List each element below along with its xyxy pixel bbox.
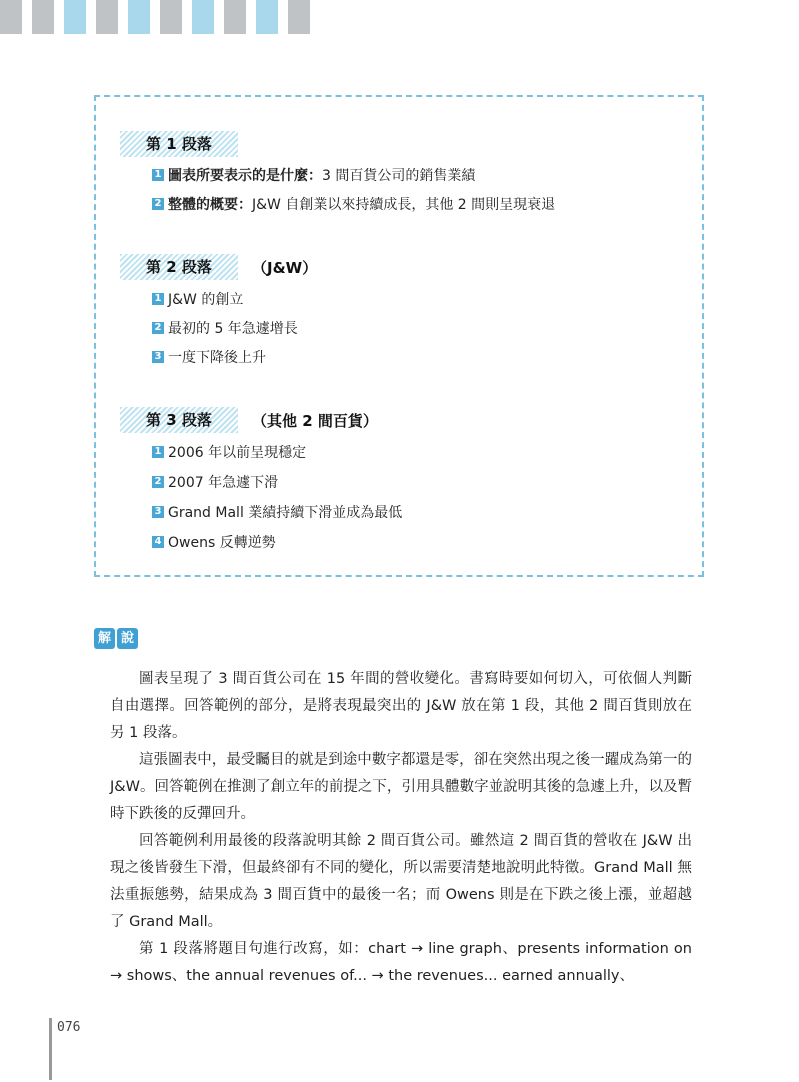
number-badge: 2: [152, 322, 164, 334]
item-text: 3 間百貨公司的銷售業績: [322, 168, 476, 184]
decor-block: [32, 0, 54, 34]
item-text: Grand Mall 業績持續下滑並成為最低: [168, 505, 403, 521]
paragraph-3-outline: [120, 407, 378, 433]
number-badge: 1: [152, 446, 164, 458]
number-badge: 3: [152, 351, 164, 363]
item-text: Owens 反轉逆勢: [168, 535, 276, 551]
decor-block: [224, 0, 246, 34]
explanation-paragraph: 這張圖表中，最受矚目的就是到途中數字都還是零，卻在突然出現之後一躍成為第一的 J&W。回答範例在推測了創立年的前提之下，引用具體數字並說明其後的急遽上升，以及暫時下跌後的反彈回升。: [110, 752, 692, 822]
explanation-badge: 說: [117, 628, 138, 649]
list-item: [152, 472, 278, 492]
explanation-paragraph: 圖表呈現了 3 間百貨公司在 15 年間的營收變化。書寫時要如何切入，可依個人判斷自由選擇。回答範例的部分，是將表現最突出的 J&W 放在第 1 段，其他 2 間百貨則放在另 1 段落。: [110, 671, 692, 741]
decor-block: [256, 0, 278, 34]
paragraph-label: 第 2 段落: [120, 254, 238, 280]
decor-block: [288, 0, 310, 34]
item-head: 圖表所要表示的是什麼：: [168, 168, 322, 184]
paragraph-label: 第 1 段落: [120, 131, 238, 157]
item-head: 整體的概要：: [168, 197, 252, 213]
list-item: [152, 532, 276, 552]
list-item: [152, 442, 306, 462]
number-badge: 3: [152, 506, 164, 518]
explanation-heading: [94, 628, 140, 649]
item-text: 2007 年急遽下滑: [168, 475, 279, 491]
number-badge: 2: [152, 198, 164, 210]
number-badge: 2: [152, 476, 164, 488]
list-item: [152, 194, 555, 214]
number-badge: 4: [152, 536, 164, 548]
page-number: 076: [57, 1020, 81, 1035]
explanation-paragraph: 回答範例利用最後的段落說明其餘 2 間百貨公司。雖然這 2 間百貨的營收在 J&W 出現之後皆發生下滑，但最終卻有不同的變化，所以需要清楚地說明此特徵。Grand Mall 無法重振態勢，結果成為 3 間百貨中的最後一名；而 Owens 則是在下跌之後上漲，並超越了 Grand Mall。: [110, 833, 692, 930]
item-text: 一度下降後上升: [168, 350, 266, 366]
paragraph-2-outline: [120, 254, 317, 280]
item-text: 最初的 5 年急遽增長: [168, 321, 298, 337]
item-text: J&W 的創立: [168, 292, 244, 308]
number-badge: 1: [152, 169, 164, 181]
paragraph-note: （J&W）: [252, 258, 318, 277]
decor-block: [0, 0, 22, 34]
decor-block: [128, 0, 150, 34]
list-item: [152, 289, 243, 309]
decor-block: [160, 0, 182, 34]
explanation-paragraph: 第 1 段落將題目句進行改寫，如：chart → line graph、presents information on → shows、the annual revenues of... → the revenues... earned annually、: [110, 941, 692, 984]
decor-block: [64, 0, 86, 34]
header-decoration: [0, 0, 330, 34]
list-item: [152, 318, 298, 338]
list-item: [152, 347, 266, 367]
explanation-body: [110, 666, 692, 990]
list-item: [152, 165, 475, 185]
page-number-bar: [49, 1018, 52, 1080]
decor-block: [96, 0, 118, 34]
paragraph-note: （其他 2 間百貨）: [252, 411, 378, 430]
explanation-badge: 解: [94, 628, 115, 649]
number-badge: 1: [152, 293, 164, 305]
decor-block: [192, 0, 214, 34]
paragraph-1-outline: [120, 131, 238, 157]
item-text: J&W 自創業以來持續成長，其他 2 間則呈現衰退: [252, 197, 556, 213]
paragraph-label: 第 3 段落: [120, 407, 238, 433]
item-text: 2006 年以前呈現穩定: [168, 445, 307, 461]
list-item: [152, 502, 402, 522]
